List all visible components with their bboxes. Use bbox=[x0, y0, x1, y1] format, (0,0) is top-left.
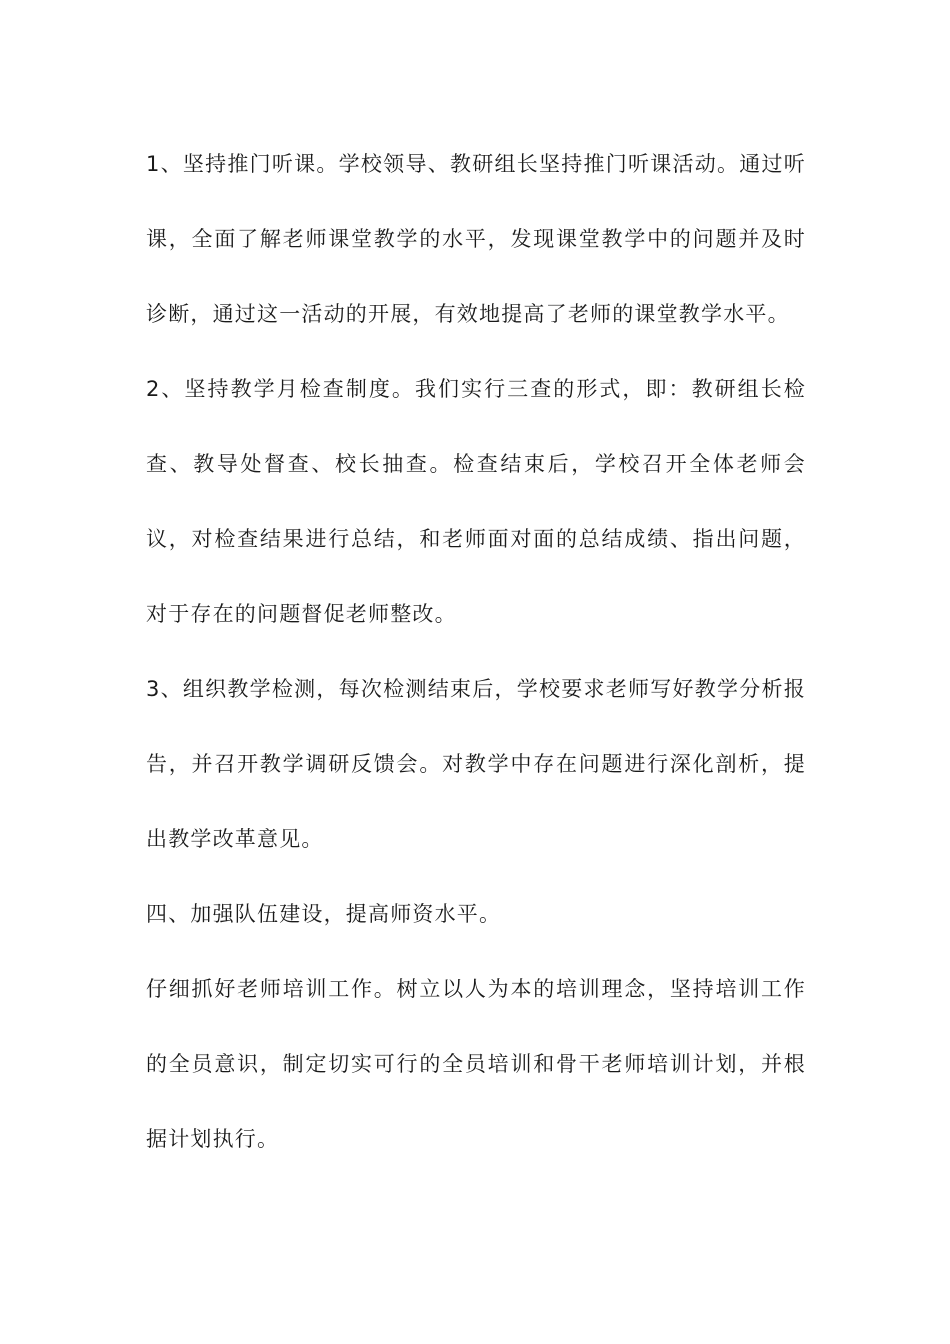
paragraph-teaching-assessment: 3、组织教学检测，每次检测结束后，学校要求老师写好教学分析报告，并召开教学调研反馈会。对教学中存在问题进行深化剖析，提出教学改革意见。 bbox=[146, 677, 806, 851]
section-heading-team-building: 四、加强队伍建设，提高师资水平。 bbox=[146, 902, 502, 926]
paragraph-teacher-training: 仔细抓好老师培训工作。树立以人为本的培训理念，坚持培训工作的全员意识，制定切实可行的全员培训和骨干老师培训计划，并根据计划执行。 bbox=[146, 977, 806, 1151]
paragraph-monthly-inspection: 2、坚持教学月检查制度。我们实行三查的形式，即：教研组长检查、教导处督查、校长抽查。检查结束后，学校召开全体老师会议，对检查结果进行总结，和老师面对面的总结成绩、指出问题，对于存在的问题督促老师整改。 bbox=[146, 377, 806, 626]
paragraph-push-door-lesson: 1、坚持推门听课。学校领导、教研组长坚持推门听课活动。通过听课，全面了解老师课堂教学的水平，发现课堂教学中的问题并及时诊断，通过这一活动的开展，有效地提高了老师的课堂教学水平。 bbox=[146, 152, 806, 326]
document-body bbox=[146, 127, 806, 1177]
